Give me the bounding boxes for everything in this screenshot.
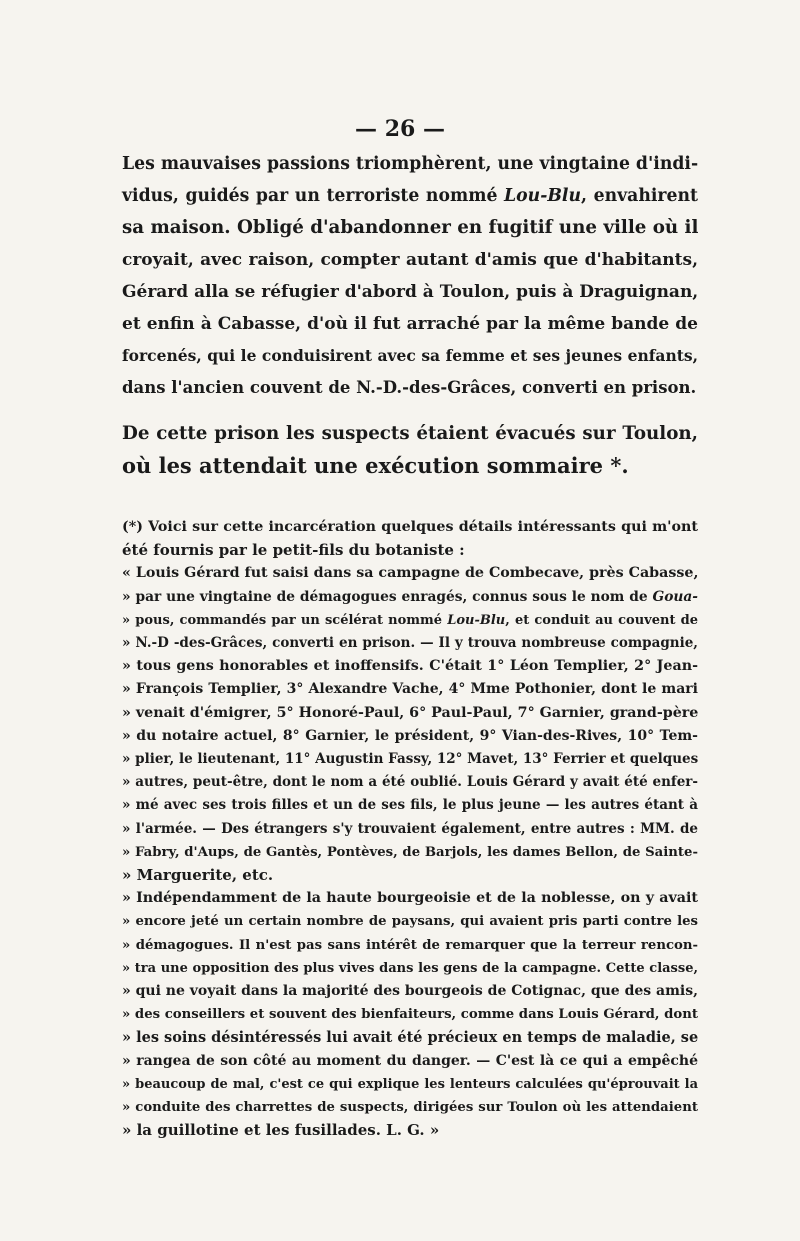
footnote-line: « Louis Gérard fut saisi dans sa campagne de Combecave, près Cabasse, bbox=[122, 565, 699, 582]
footnote-line: » N.-D -des-Grâces, converti en prison. — Il y trouva nombreuse compagnie, bbox=[122, 635, 698, 652]
italic-term: Lou-Blu bbox=[504, 186, 582, 206]
footnote-line: » Fabry, d'Aups, de Gantès, Pontèves, de Barjols, les dames Bellon, de Sainte- bbox=[122, 844, 698, 860]
footnote-line: été fournis par le petit-fils du botaniste : bbox=[122, 541, 465, 560]
footnote-line: » qui ne voyait dans la majorité des bourgeois de Cotignac, que des amis, bbox=[122, 983, 698, 1000]
text-line: Gérard alla se réfugier d'abord à Toulon, puis à Draguignan, bbox=[122, 282, 699, 302]
footnote-line: » beaucoup de mal, c'est ce qui explique les lenteurs calculées qu'éprouvait la bbox=[122, 1076, 698, 1092]
text-line: De cette prison les suspects étaient évacués sur Toulon, bbox=[122, 423, 698, 444]
text-line: vidus, guidés par un terroriste nommé Lou-Blu, envahirent bbox=[122, 186, 698, 206]
italic-term: Goua- bbox=[652, 588, 698, 605]
footnote-line: » encore jeté un certain nombre de paysans, qui avaient pris parti contre les bbox=[122, 914, 698, 930]
footnote-quote-1 bbox=[122, 562, 698, 887]
italic-term: Lou-Blu bbox=[447, 612, 506, 628]
footnote-line: » tous gens honorables et inoffensifs. C'était 1° Léon Templier, 2° Jean- bbox=[122, 658, 698, 675]
text-line: sa maison. Obligé d'abandonner en fugitif une ville où il bbox=[122, 217, 699, 238]
text-line: croyait, avec raison, compter autant d'amis que d'habitants, bbox=[122, 250, 698, 270]
footnote-line: » du notaire actuel, 8° Garnier, le président, 9° Vian-des-Rives, 10° Tem- bbox=[122, 727, 698, 744]
text-line: Les mauvaises passions triomphèrent, une vingtaine d'indi- bbox=[122, 154, 699, 174]
footnote-line: » venait d'émigrer, 5° Honoré-Paul, 6° Paul-Paul, 7° Garnier, grand-père bbox=[122, 704, 699, 721]
footnote-line: » Indépendamment de la haute bourgeoisie et de la noblesse, on y avait bbox=[122, 890, 698, 907]
paragraph-1 bbox=[122, 148, 698, 404]
footnote bbox=[122, 516, 698, 1142]
text-line: forcenés, qui le conduisirent avec sa femme et ses jeunes enfants, bbox=[122, 346, 698, 365]
footnote-line: » la guillotine et les fusillades. L. G. » bbox=[122, 1121, 440, 1140]
footnote-line: » démagogues. Il n'est pas sans intérêt de remarquer que la terreur rencon- bbox=[122, 937, 698, 953]
paragraph-2 bbox=[122, 418, 698, 482]
text-line: et enfin à Cabasse, d'où il fut arraché par la même bande de bbox=[122, 314, 698, 334]
footnote-line: » pous, commandés par un scélérat nommé Lou-Blu, et conduit au couvent de bbox=[122, 612, 698, 628]
footnote-line: » par une vingtaine de démagogues enragés, connus sous le nom de Goua- bbox=[122, 588, 698, 605]
footnote-line: » l'armée. — Des étrangers s'y trouvaient également, entre autres : MM. de bbox=[122, 820, 698, 837]
page-number: — 26 — bbox=[355, 116, 445, 142]
footnote-intro bbox=[122, 516, 698, 562]
footnote-line: (*) Voici sur cette incarcération quelques détails intéressants qui m'ont bbox=[122, 519, 698, 535]
footnote-line: » mé avec ses trois filles et un de ses fils, le plus jeune — les autres étant à bbox=[122, 797, 698, 814]
footnote-quote-2 bbox=[122, 887, 698, 1142]
footnote-line: » conduite des charrettes de suspects, dirigées sur Toulon où les attendaient bbox=[122, 1100, 698, 1116]
text-line: où les attendait une exécution sommaire *. bbox=[122, 453, 629, 478]
footnote-line: » François Templier, 3° Alexandre Vache, 4° Mme Pothonier, dont le mari bbox=[122, 681, 698, 698]
main-text bbox=[122, 148, 698, 482]
footnote-line: » rangea de son côté au moment du danger. — C'est là ce qui a empêché bbox=[122, 1052, 698, 1069]
footnote-line: » autres, peut-être, dont le nom a été oublié. Louis Gérard y avait été enfer- bbox=[122, 774, 698, 791]
footnote-line: » des conseillers et souvent des bienfaiteurs, comme dans Louis Gérard, dont bbox=[122, 1007, 698, 1023]
footnote-line: » les soins désintéressés lui avait été précieux en temps de maladie, se bbox=[122, 1029, 699, 1047]
text-line: dans l'ancien couvent de N.-D.-des-Grâces, converti en prison. bbox=[122, 378, 697, 397]
footnote-line: » plier, le lieutenant, 11° Augustin Fassy, 12° Mavet, 13° Ferrier et quelques bbox=[122, 751, 699, 768]
footnote-line: » Marguerite, etc. bbox=[122, 866, 274, 885]
footnote-line: » tra une opposition des plus vives dans les gens de la campagne. Cette classe, bbox=[122, 960, 698, 976]
